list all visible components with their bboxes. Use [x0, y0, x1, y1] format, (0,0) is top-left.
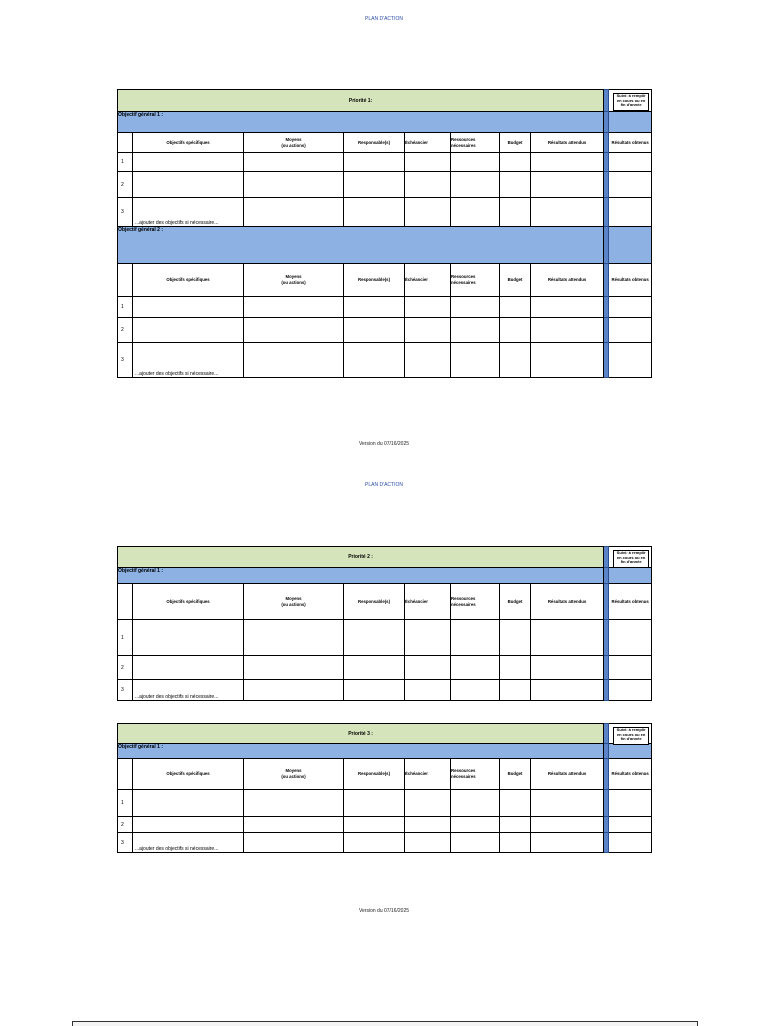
table-row: [118, 172, 652, 198]
cell-responsible[interactable]: [344, 153, 405, 172]
page-1-header: PLAN D'ACTION: [365, 16, 403, 22]
cell-expected[interactable]: [531, 153, 604, 172]
cell-obtained[interactable]: [609, 172, 652, 198]
cell-expected[interactable]: [531, 297, 604, 318]
row-number: 3: [118, 198, 133, 227]
row-number: 1: [118, 297, 133, 318]
cell-responsible[interactable]: [344, 656, 405, 680]
cell-responsible[interactable]: [344, 198, 405, 227]
header-resources: Ressources nécessaires: [451, 264, 500, 297]
header-budget: Budget: [500, 584, 531, 620]
header-resources: Ressources nécessaires: [451, 133, 500, 153]
cell-specific[interactable]: ...ajouter des objectifs si nécessaire...: [133, 198, 244, 227]
header-means: Moyens (ou actions): [244, 584, 344, 620]
header-num: [118, 584, 133, 620]
suivi-cell: [609, 724, 652, 744]
row-number: 1: [118, 790, 133, 817]
cell-obtained[interactable]: [609, 790, 652, 817]
cell-means[interactable]: [244, 817, 344, 833]
header-obtained: Résultats obtenus: [609, 133, 652, 153]
cell-responsible[interactable]: [344, 297, 405, 318]
cell-resources[interactable]: [451, 656, 500, 680]
cell-obtained[interactable]: [609, 198, 652, 227]
cell-resources[interactable]: [451, 343, 500, 378]
objective-row: [118, 227, 652, 264]
table-row: [118, 817, 652, 833]
header-num: [118, 759, 133, 790]
cell-means[interactable]: [244, 343, 344, 378]
objective-label: Objectif général 1 :: [118, 744, 604, 759]
cell-responsible[interactable]: [344, 817, 405, 833]
table-row: [118, 620, 652, 656]
header-budget: Budget: [500, 759, 531, 790]
cell-budget[interactable]: [500, 153, 531, 172]
cell-budget[interactable]: [500, 680, 531, 701]
cell-resources[interactable]: [451, 318, 500, 343]
objective-row: [118, 112, 652, 133]
cell-expected[interactable]: [531, 620, 604, 656]
cell-means[interactable]: [244, 620, 344, 656]
suivi-blank: [609, 227, 652, 264]
header-schedule: Échéancier: [405, 584, 451, 620]
cell-schedule[interactable]: [405, 656, 451, 680]
cell-specific[interactable]: [133, 620, 244, 656]
objective-label: Objectif général 2 :: [118, 227, 604, 264]
row-number: 1: [118, 153, 133, 172]
header-schedule: Échéancier: [405, 133, 451, 153]
table-row: [118, 297, 652, 318]
header-expected: Résultats attendus: [531, 759, 604, 790]
header-responsible: Responsable(s): [344, 584, 405, 620]
cell-budget[interactable]: [500, 343, 531, 378]
cell-resources[interactable]: [451, 153, 500, 172]
cell-obtained[interactable]: [609, 318, 652, 343]
cell-expected[interactable]: [531, 790, 604, 817]
cell-budget[interactable]: [500, 817, 531, 833]
cell-expected[interactable]: [531, 198, 604, 227]
cell-obtained[interactable]: [609, 656, 652, 680]
suivi-cell: [609, 90, 652, 112]
cell-budget[interactable]: [500, 833, 531, 853]
header-budget: Budget: [500, 133, 531, 153]
cell-budget[interactable]: [500, 172, 531, 198]
priority-3-table: [117, 723, 652, 853]
cell-responsible[interactable]: [344, 172, 405, 198]
cell-schedule[interactable]: [405, 198, 451, 227]
priority-title: Priorité 1:: [118, 90, 604, 112]
cell-specific[interactable]: [133, 817, 244, 833]
cell-specific[interactable]: [133, 790, 244, 817]
header-row: [118, 133, 652, 153]
table-row: [118, 790, 652, 817]
cell-schedule[interactable]: [405, 680, 451, 701]
row-number: 2: [118, 172, 133, 198]
header-num: [118, 133, 133, 153]
cell-expected[interactable]: [531, 817, 604, 833]
cell-resources[interactable]: [451, 817, 500, 833]
cell-resources[interactable]: [451, 172, 500, 198]
page-2-footer: Version du 07/16/2025: [358, 908, 410, 914]
cell-means[interactable]: [244, 153, 344, 172]
suivi-note: Suivi: à remplir en cours ou en fin d'année: [613, 550, 649, 568]
cell-specific[interactable]: [133, 318, 244, 343]
header-means: Moyens (ou actions): [244, 264, 344, 297]
row-number: 2: [118, 318, 133, 343]
cell-responsible[interactable]: [344, 833, 405, 853]
cell-expected[interactable]: [531, 656, 604, 680]
cell-obtained[interactable]: [609, 153, 652, 172]
header-obtained: Résultats obtenus: [609, 759, 652, 790]
suivi-blank: [609, 568, 652, 584]
header-row: [118, 759, 652, 790]
cell-budget[interactable]: [500, 318, 531, 343]
header-expected: Résultats attendus: [531, 264, 604, 297]
cell-responsible[interactable]: [344, 620, 405, 656]
cell-specific[interactable]: ...ajouter des objectifs si nécessaire...: [133, 833, 244, 853]
objective-row: [118, 744, 652, 759]
header-row: [118, 264, 652, 297]
table-row: [118, 318, 652, 343]
header-expected: Résultats attendus: [531, 584, 604, 620]
cell-means[interactable]: [244, 656, 344, 680]
cell-resources[interactable]: [451, 790, 500, 817]
cell-means[interactable]: [244, 318, 344, 343]
cell-means[interactable]: [244, 790, 344, 817]
header-schedule: Échéancier: [405, 264, 451, 297]
cell-resources[interactable]: [451, 620, 500, 656]
cell-specific[interactable]: [133, 172, 244, 198]
header-num: [118, 264, 133, 297]
header-means: Moyens (ou actions): [244, 759, 344, 790]
header-specific: Objectifs spécifiques: [133, 759, 244, 790]
table-row: [118, 343, 652, 378]
cell-responsible[interactable]: [344, 680, 405, 701]
cell-expected[interactable]: [531, 833, 604, 853]
header-responsible: Responsable(s): [344, 264, 405, 297]
cell-means[interactable]: [244, 833, 344, 853]
cell-resources[interactable]: [451, 198, 500, 227]
cell-specific[interactable]: [133, 153, 244, 172]
cell-schedule[interactable]: [405, 790, 451, 817]
cell-schedule[interactable]: [405, 297, 451, 318]
cell-obtained[interactable]: [609, 620, 652, 656]
cell-obtained[interactable]: [609, 297, 652, 318]
header-specific: Objectifs spécifiques: [133, 584, 244, 620]
priority-title: Priorité 2 :: [118, 547, 604, 568]
cell-resources[interactable]: [451, 297, 500, 318]
priority-title-row: [118, 724, 652, 744]
header-responsible: Responsable(s): [344, 133, 405, 153]
objective-label: Objectif général 1 :: [118, 568, 604, 584]
header-resources: Ressources nécessaires: [451, 759, 500, 790]
cell-budget[interactable]: [500, 790, 531, 817]
header-expected: Résultats attendus: [531, 133, 604, 153]
cell-obtained[interactable]: [609, 833, 652, 853]
suivi-note: Suivi: à remplir en cours ou en fin d'année: [613, 727, 649, 745]
cell-means[interactable]: [244, 198, 344, 227]
cell-responsible[interactable]: [344, 790, 405, 817]
suivi-note: Suivi: à remplir en cours ou en fin d'année: [613, 93, 649, 111]
cell-schedule[interactable]: [405, 318, 451, 343]
header-means: Moyens (ou actions): [244, 133, 344, 153]
suivi-blank: [609, 112, 652, 133]
header-specific: Objectifs spécifiques: [133, 264, 244, 297]
cell-obtained[interactable]: [609, 343, 652, 378]
row-number: 3: [118, 680, 133, 701]
header-specific: Objectifs spécifiques: [133, 133, 244, 153]
header-budget: Budget: [500, 264, 531, 297]
priority-2-table: [117, 546, 652, 701]
priority-title: Priorité 3 :: [118, 724, 604, 744]
cell-budget[interactable]: [500, 620, 531, 656]
table-row: [118, 833, 652, 853]
cell-responsible[interactable]: [344, 343, 405, 378]
cell-means[interactable]: [244, 172, 344, 198]
header-row: [118, 584, 652, 620]
cell-expected[interactable]: [531, 343, 604, 378]
row-number: 2: [118, 656, 133, 680]
priority-title-row: [118, 547, 652, 568]
cell-means[interactable]: [244, 297, 344, 318]
objective-row: [118, 568, 652, 584]
row-number: 1: [118, 620, 133, 656]
cell-specific[interactable]: ...ajouter des objectifs si nécessaire...: [133, 343, 244, 378]
cell-obtained[interactable]: [609, 680, 652, 701]
cell-schedule[interactable]: [405, 833, 451, 853]
table-row: [118, 680, 652, 701]
cell-expected[interactable]: [531, 318, 604, 343]
cell-specific[interactable]: [133, 297, 244, 318]
cell-budget[interactable]: [500, 297, 531, 318]
cell-budget[interactable]: [500, 198, 531, 227]
page-2-header: PLAN D'ACTION: [365, 482, 403, 488]
header-responsible: Responsable(s): [344, 759, 405, 790]
cell-schedule[interactable]: [405, 343, 451, 378]
header-resources: Ressources nécessaires: [451, 584, 500, 620]
cell-specific[interactable]: ...ajouter des objectifs si nécessaire...: [133, 680, 244, 701]
cell-resources[interactable]: [451, 680, 500, 701]
cell-schedule[interactable]: [405, 153, 451, 172]
row-number: 2: [118, 817, 133, 833]
objective-label: Objectif général 1 :: [118, 112, 604, 133]
suivi-cell: [609, 547, 652, 568]
priority-title-row: [118, 90, 652, 112]
cell-means[interactable]: [244, 680, 344, 701]
priority-1-table: [117, 89, 652, 378]
suivi-blank: [609, 744, 652, 759]
cell-expected[interactable]: [531, 680, 604, 701]
cell-budget[interactable]: [500, 656, 531, 680]
cell-schedule[interactable]: [405, 817, 451, 833]
row-number: 3: [118, 343, 133, 378]
cell-schedule[interactable]: [405, 620, 451, 656]
table-row: [118, 153, 652, 172]
cell-obtained[interactable]: [609, 817, 652, 833]
cell-resources[interactable]: [451, 833, 500, 853]
table-row: [118, 198, 652, 227]
header-obtained: Résultats obtenus: [609, 264, 652, 297]
cell-specific[interactable]: [133, 656, 244, 680]
cell-expected[interactable]: [531, 172, 604, 198]
header-schedule: Échéancier: [405, 759, 451, 790]
header-obtained: Résultats obtenus: [609, 584, 652, 620]
cell-responsible[interactable]: [344, 318, 405, 343]
page-1-footer: Version du 07/16/2025: [358, 441, 410, 447]
table-row: [118, 656, 652, 680]
cell-schedule[interactable]: [405, 172, 451, 198]
row-number: 3: [118, 833, 133, 853]
